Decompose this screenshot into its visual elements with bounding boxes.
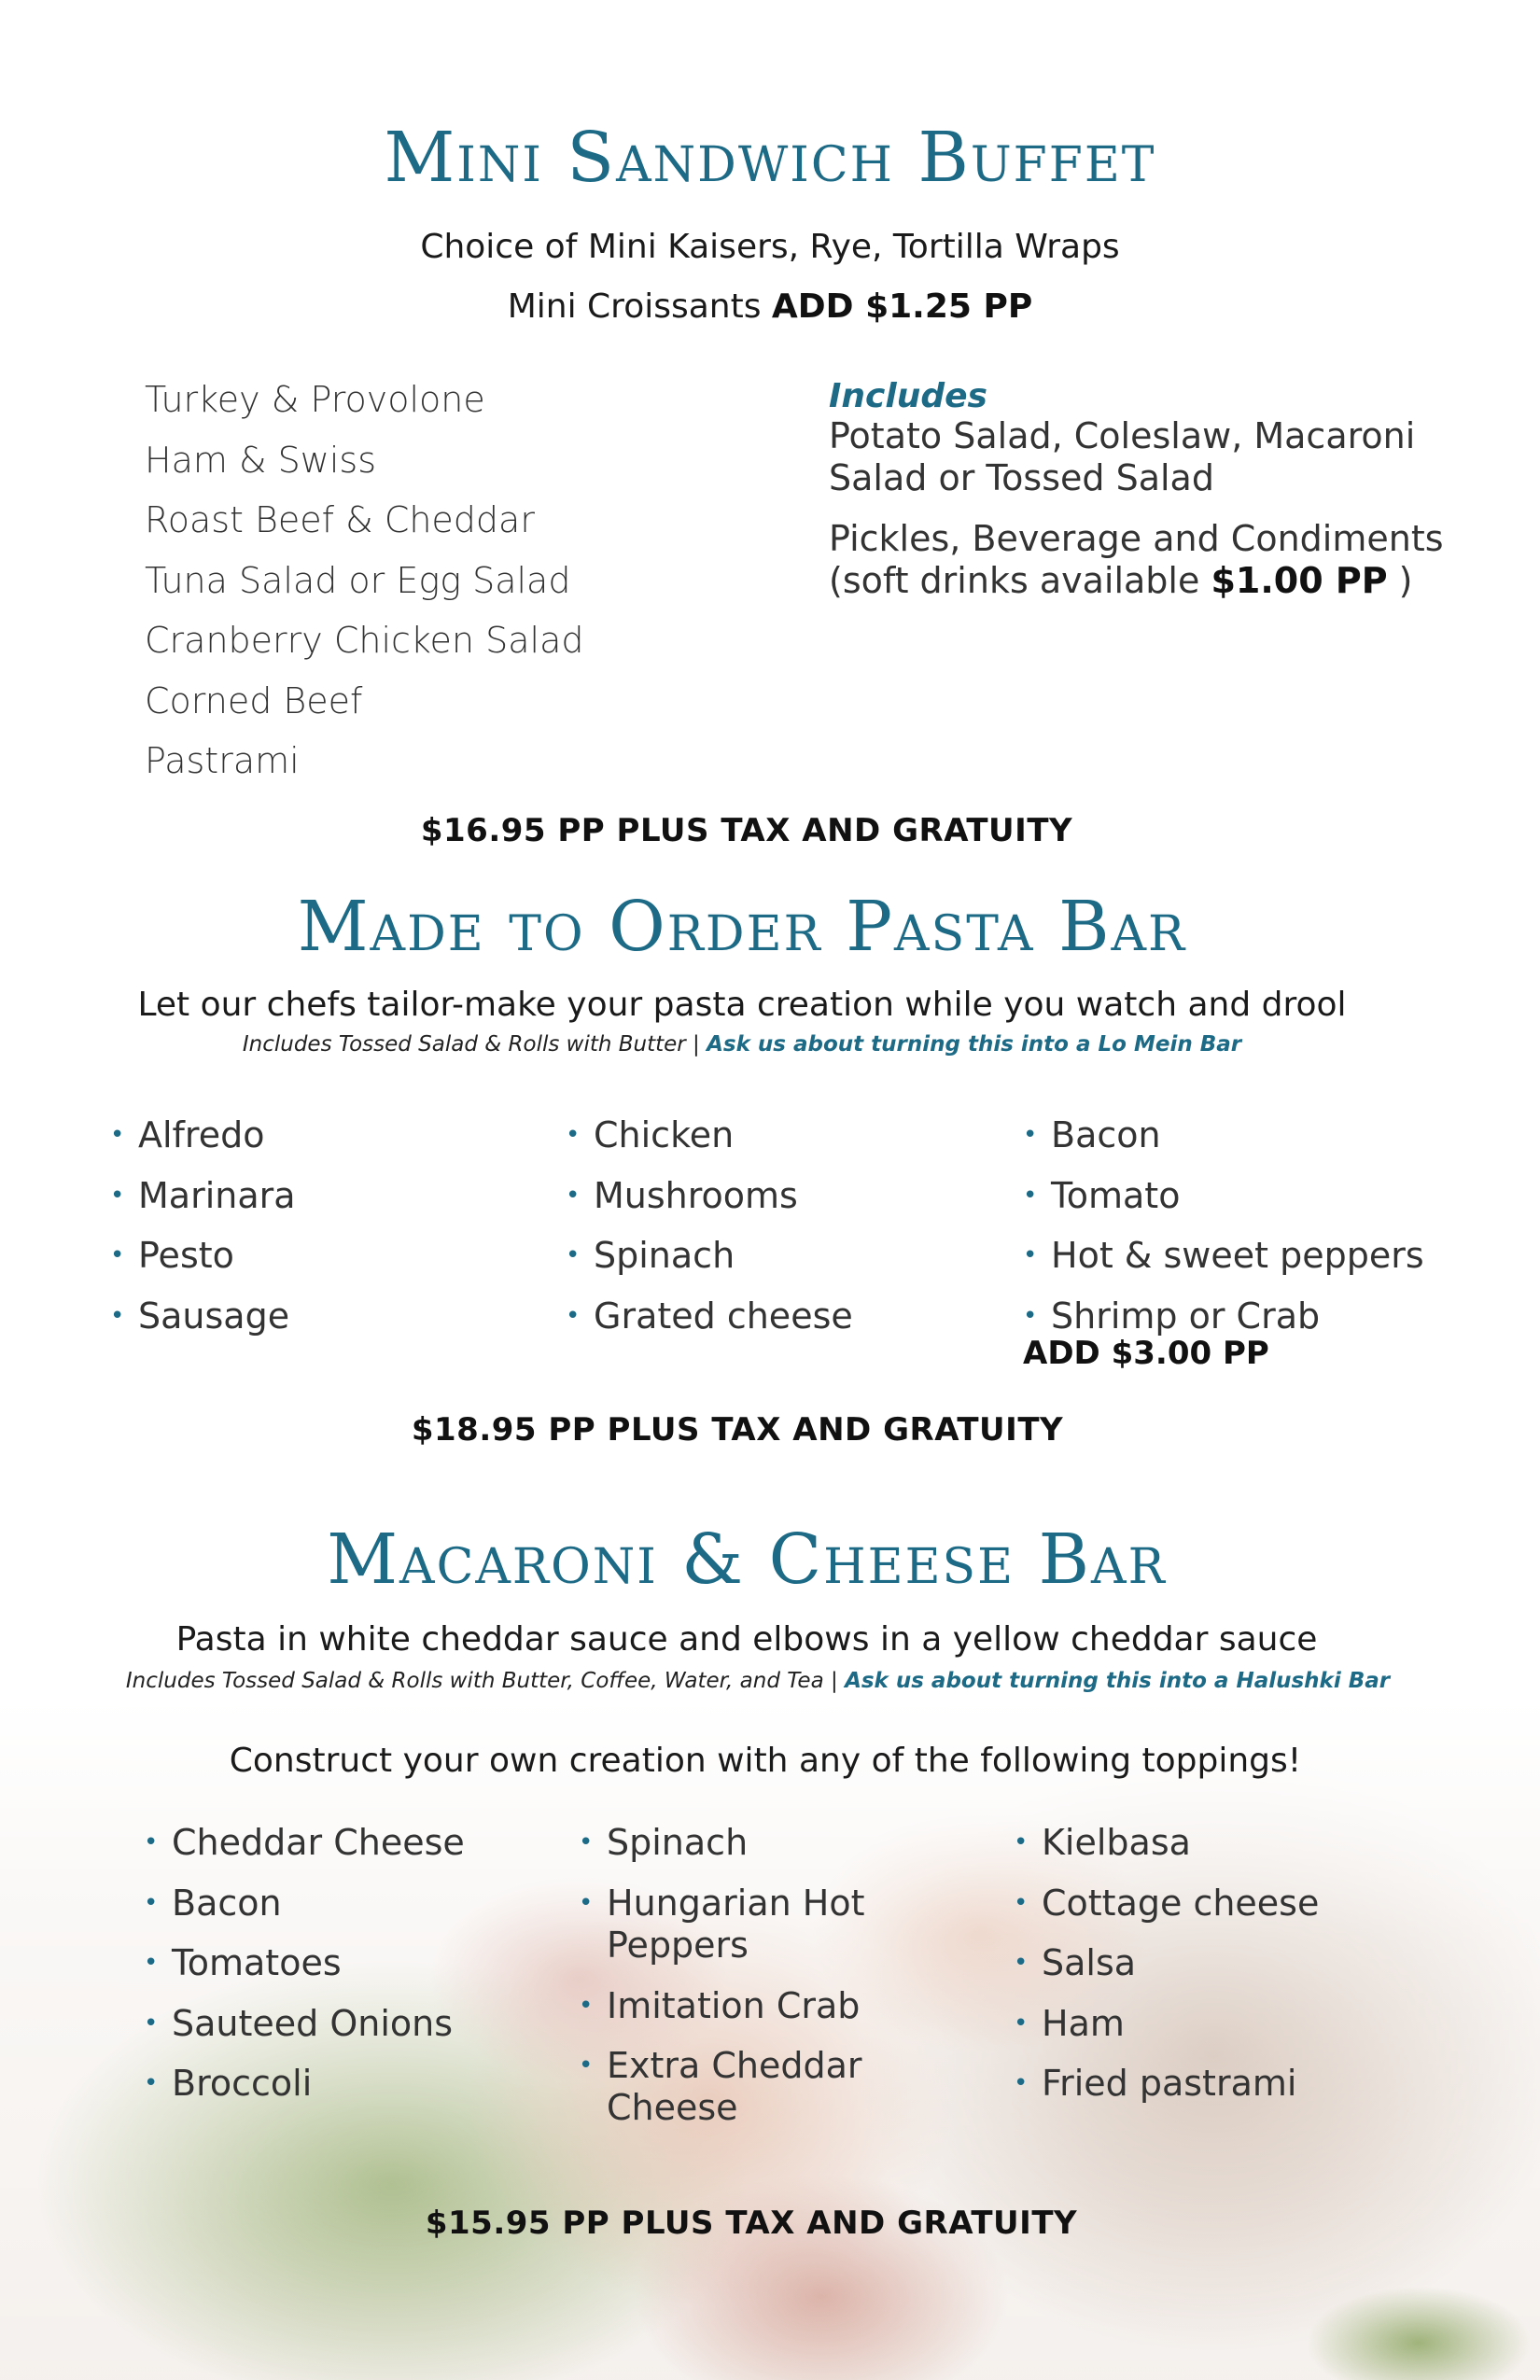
sandwich-subtitle: Choice of Mini Kaisers, Rye, Tortilla Wraps — [420, 228, 1120, 266]
list-item — [566, 1286, 853, 1347]
bullet-icon: • — [579, 1828, 594, 1856]
mac-col-1 — [144, 1813, 465, 2114]
list-item-label: Mushrooms — [594, 1174, 798, 1216]
list-item-label: Spinach — [594, 1235, 735, 1276]
list-item — [1014, 1994, 1319, 2054]
includes-line-1: Potato Salad, Coleslaw, Macaroni — [829, 415, 1416, 456]
list-item-label: Spinach — [607, 1822, 749, 1863]
sandwich-list — [145, 370, 583, 791]
bullet-icon: • — [110, 1241, 125, 1269]
list-item-label: Hungarian Hot Peppers — [607, 1882, 865, 1966]
bullet-icon: • — [1014, 2009, 1029, 2037]
list-item-label: Cheddar Cheese — [172, 1822, 465, 1863]
bullet-icon: • — [110, 1121, 125, 1149]
list-item-label: Hot & sweet peppers — [1051, 1235, 1424, 1276]
sandwich-includes — [829, 377, 1482, 602]
includes-line-2: Salad or Tossed Salad — [829, 457, 1214, 498]
construct-line: Construct your own creation with any of the following toppings! — [229, 1742, 1302, 1780]
list-item — [579, 1873, 943, 1976]
list-item: Pastrami — [145, 740, 300, 781]
list-item-label: Ham — [1042, 2002, 1125, 2044]
pasta-col-1 — [110, 1105, 296, 1346]
mac-note-text: Includes Tossed Salad & Rolls with Butter, Coffee, Water, and Tea | — [125, 1669, 846, 1693]
list-item — [110, 1105, 296, 1166]
list-item-label: Grated cheese — [594, 1295, 853, 1337]
list-item — [1023, 1105, 1424, 1166]
list-item-label: Alfredo — [138, 1114, 265, 1155]
bullet-icon: • — [1023, 1301, 1038, 1330]
list-item — [566, 1166, 853, 1226]
bullet-icon: • — [144, 1888, 159, 1917]
list-item-label: Sausage — [138, 1295, 290, 1337]
bullet-icon: • — [144, 2069, 159, 2097]
mac-subtitle: Pasta in white cheddar sauce and elbows in a yellow cheddar sauce — [175, 1620, 1318, 1659]
sandwich-title: Mini Sandwich Buffet — [384, 118, 1156, 198]
bullet-icon: • — [1023, 1241, 1038, 1269]
pasta-col-2 — [566, 1105, 853, 1346]
soft-drinks-label: (soft drinks available — [829, 560, 1211, 601]
list-item — [144, 1813, 465, 1873]
includes-label: Includes — [829, 377, 987, 415]
list-item — [579, 2036, 943, 2138]
bullet-icon: • — [144, 1828, 159, 1856]
bullet-icon: • — [566, 1121, 581, 1149]
list-item — [144, 1933, 465, 1994]
bullet-icon: • — [1014, 1888, 1029, 1917]
list-item — [1014, 1933, 1319, 1994]
mac-col-3 — [1014, 1813, 1319, 2114]
list-item — [144, 1994, 465, 2054]
list-item-label: Bacon — [172, 1882, 282, 1924]
list-item-label: Broccoli — [172, 2063, 313, 2104]
list-item — [144, 1873, 465, 1934]
list-item-label: Bacon — [1051, 1114, 1161, 1155]
list-item — [110, 1286, 296, 1347]
list-item-label: Tomatoes — [172, 1942, 342, 1983]
list-item-label: Extra Cheddar Cheese — [607, 2045, 862, 2128]
list-item-label: Imitation Crab — [607, 1984, 861, 2026]
pasta-note — [0, 1032, 1484, 1057]
croissant-line — [0, 287, 1540, 326]
soft-drinks-price: $1.00 PP — [1211, 560, 1388, 601]
pasta-title: Made to Order Pasta Bar — [297, 887, 1187, 967]
halushki-link[interactable]: Ask us about turning this into a Halushki Bar — [845, 1669, 1391, 1693]
bullet-icon: • — [144, 2009, 159, 2037]
list-item-label: Shrimp or Crab — [1051, 1295, 1321, 1337]
list-item — [579, 1976, 943, 2037]
list-item — [1023, 1166, 1424, 1226]
mac-price: $15.95 PP PLUS TAX AND GRATUITY — [425, 2205, 1078, 2242]
bullet-icon: • — [566, 1241, 581, 1269]
shrimp-add-price: ADD $3.00 PP — [1023, 1335, 1269, 1372]
list-item — [110, 1225, 296, 1286]
list-item-label: Fried pastrami — [1042, 2063, 1297, 2104]
mac-col-2 — [579, 1813, 943, 2138]
list-item: Ham & Swiss — [145, 439, 377, 481]
list-item — [1023, 1225, 1424, 1286]
list-item-label: Marinara — [138, 1174, 296, 1216]
bullet-icon: • — [1023, 1121, 1038, 1149]
mac-title: Macaroni & Cheese Bar — [327, 1519, 1167, 1600]
list-item — [1014, 1813, 1319, 1873]
bullet-icon: • — [1014, 1949, 1029, 1977]
sandwich-price: $16.95 PP PLUS TAX AND GRATUITY — [420, 812, 1073, 849]
bullet-icon: • — [1023, 1181, 1038, 1210]
list-item: Turkey & Provolone — [145, 379, 485, 420]
bullet-icon: • — [1014, 2069, 1029, 2097]
bullet-icon: • — [566, 1181, 581, 1210]
list-item: Corned Beef — [145, 679, 363, 721]
list-item — [1014, 2053, 1319, 2114]
lo-mein-link[interactable]: Ask us about turning this into a Lo Mein Bar — [707, 1032, 1242, 1057]
bullet-icon: • — [110, 1301, 125, 1330]
list-item: Tuna Salad or Egg Salad — [145, 559, 571, 601]
soft-drinks-line — [829, 560, 1482, 602]
pasta-col-3 — [1023, 1105, 1424, 1346]
list-item-label: Chicken — [594, 1114, 735, 1155]
list-item-label: Sauteed Onions — [172, 2002, 454, 2044]
list-item-label: Tomato — [1051, 1174, 1181, 1216]
bullet-icon: • — [579, 2051, 594, 2079]
croissant-label: Mini Croissants — [507, 287, 772, 326]
list-item-label: Kielbasa — [1042, 1822, 1191, 1863]
list-item-label: Cottage cheese — [1042, 1882, 1320, 1924]
bullet-icon: • — [1014, 1828, 1029, 1856]
list-item-label: Salsa — [1042, 1942, 1137, 1983]
list-item — [110, 1166, 296, 1226]
list-item — [579, 1813, 943, 1873]
bullet-icon: • — [144, 1949, 159, 1977]
list-item — [144, 2053, 465, 2114]
bullet-icon: • — [110, 1181, 125, 1210]
list-item: Cranberry Chicken Salad — [145, 620, 584, 661]
list-item — [566, 1225, 853, 1286]
pasta-price: $18.95 PP PLUS TAX AND GRATUITY — [411, 1411, 1064, 1449]
bullet-icon: • — [579, 1991, 594, 2020]
pickles-line: Pickles, Beverage and Condiments — [829, 518, 1444, 559]
soft-drinks-close: ) — [1387, 560, 1413, 601]
list-item-label: Pesto — [138, 1235, 234, 1276]
mac-note — [0, 1669, 1516, 1693]
pasta-subtitle: Let our chefs tailor-make your pasta creation while you watch and drool — [137, 986, 1347, 1024]
list-item — [1014, 1873, 1319, 1934]
bullet-icon: • — [579, 1888, 594, 1917]
croissant-price: ADD $1.25 PP — [771, 287, 1033, 326]
bullet-icon: • — [566, 1301, 581, 1330]
pasta-note-text: Includes Tossed Salad & Rolls with Butter | — [242, 1032, 707, 1057]
list-item: Roast Beef & Cheddar — [145, 499, 535, 540]
list-item — [566, 1105, 853, 1166]
